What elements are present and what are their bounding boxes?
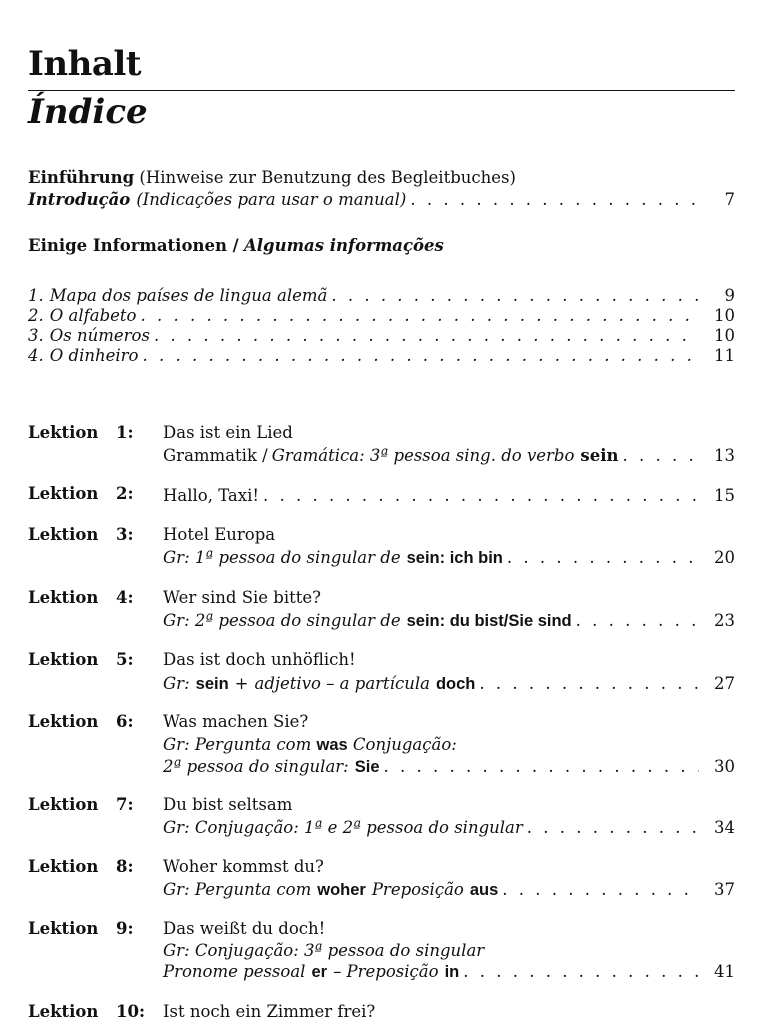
item-text: Os números: [49, 326, 150, 345]
lesson-6-grammar-line1[interactable]: [163, 735, 735, 755]
lesson-1-title[interactable]: Das ist ein Lied: [163, 423, 293, 442]
toc-entry-info-4[interactable]: [28, 346, 735, 366]
dot-leader: [463, 962, 699, 982]
lesson-number: 9:: [116, 919, 134, 938]
grammar-text: 2ª pessoa do singular:: [163, 757, 349, 776]
lesson-word: Lektion: [28, 795, 99, 814]
lesson-9-title[interactable]: Das weißt du doch!: [163, 919, 326, 938]
lesson-4-grammar[interactable]: [163, 611, 735, 631]
dot-leader: [410, 190, 699, 210]
lesson-10-label: [28, 1002, 153, 1022]
lesson-9-grammar-line2[interactable]: [163, 962, 735, 982]
grammar-keyword: sein: [580, 446, 619, 465]
grammar-keyword: doch: [435, 675, 476, 693]
grammar-keyword: Sie: [354, 758, 380, 776]
lesson-3-label: [28, 525, 153, 545]
dot-leader: [331, 286, 699, 306]
page-number: 13: [714, 446, 735, 465]
lesson-10-title[interactable]: Ist noch ein Zimmer frei?: [163, 1002, 376, 1021]
page-number: 37: [714, 880, 735, 899]
info-heading-german: Einige Informationen /: [28, 236, 239, 255]
lesson-7-label: [28, 795, 153, 815]
lesson-7-title[interactable]: Du bist seltsam: [163, 795, 293, 814]
title-german: Inhalt: [28, 44, 141, 84]
grammar-keyword: sein: ich bin: [406, 549, 503, 567]
page-number: 20: [714, 548, 735, 567]
grammar-text: Gr: Pergunta com: [163, 880, 312, 899]
lesson-5-title[interactable]: Das ist doch unhöflich!: [163, 650, 356, 669]
page-number: 41: [714, 962, 735, 981]
toc-entry-introduction[interactable]: [28, 190, 735, 210]
item-number: 3.: [28, 326, 44, 345]
intro-portuguese-bold: Introdução: [28, 190, 131, 209]
grammar-keyword: sein: du bist/Sie sind: [406, 612, 572, 630]
lesson-title-text: Hallo, Taxi!: [163, 486, 259, 505]
dot-leader: [263, 486, 699, 506]
lesson-5-grammar[interactable]: [163, 674, 735, 694]
lesson-word: Lektion: [28, 919, 99, 938]
item-number: 2.: [28, 306, 44, 325]
grammar-text: – Preposição: [333, 962, 439, 981]
lesson-6-label: [28, 712, 153, 732]
item-text: Mapa dos países de lingua alemã: [49, 286, 328, 305]
lesson-7-grammar[interactable]: [163, 818, 735, 838]
lesson-9-grammar-line1[interactable]: [163, 941, 735, 961]
lesson-number: 2:: [116, 484, 134, 503]
lesson-number: 7:: [116, 795, 134, 814]
lesson-number: 6:: [116, 712, 134, 731]
lesson-4-title[interactable]: Wer sind Sie bitte?: [163, 588, 321, 607]
grammar-text: Preposição: [371, 880, 464, 899]
lesson-word: Lektion: [28, 484, 99, 503]
grammar-keyword: in: [444, 963, 460, 981]
dot-leader: [507, 548, 699, 568]
page-number: 34: [714, 818, 735, 837]
grammar-text: Pronome pessoal: [163, 962, 306, 981]
dot-leader: [142, 346, 699, 366]
lesson-1-grammar[interactable]: [163, 446, 735, 466]
dot-leader: [502, 880, 699, 900]
lesson-8-label: [28, 857, 153, 877]
intro-german-line: [28, 168, 735, 188]
lesson-number: 10:: [116, 1002, 146, 1021]
grammar-text: Gr: Conjugação: 1ª e 2ª pessoa do singular: [163, 818, 523, 837]
info-heading-portuguese: Algumas informações: [243, 236, 444, 255]
dot-leader: [576, 611, 699, 631]
lesson-5-label: [28, 650, 153, 670]
page-number: 10: [714, 326, 735, 345]
page-number: 30: [714, 757, 735, 776]
grammar-text: Gr: 1ª pessoa do singular de: [163, 548, 401, 567]
page-number: 10: [714, 306, 735, 325]
dot-leader: [479, 674, 699, 694]
lesson-6-grammar-line2[interactable]: [163, 757, 735, 777]
lesson-word: Lektion: [28, 857, 99, 876]
lesson-4-label: [28, 588, 153, 608]
item-text: O dinheiro: [49, 346, 139, 365]
grammar-text: Gramática: 3ª pessoa sing. do verbo: [271, 446, 575, 465]
grammar-text: Gr: 2ª pessoa do singular de: [163, 611, 401, 630]
grammar-text: Conjugação:: [352, 735, 457, 754]
lesson-8-grammar[interactable]: [163, 880, 735, 900]
lesson-number: 1:: [116, 423, 134, 442]
lesson-3-grammar[interactable]: [163, 548, 735, 568]
lesson-1-label: [28, 423, 153, 443]
page-number: 9: [724, 286, 735, 305]
lesson-number: 8:: [116, 857, 134, 876]
lesson-word: Lektion: [28, 423, 99, 442]
grammar-text: Grammatik /: [163, 446, 268, 465]
toc-entry-info-1[interactable]: [28, 286, 735, 306]
grammar-text: adjetivo – a partícula: [254, 674, 430, 693]
lesson-word: Lektion: [28, 525, 99, 544]
toc-entry-info-2[interactable]: [28, 306, 735, 326]
grammar-text: Gr: Pergunta com: [163, 735, 312, 754]
lesson-9-label: [28, 919, 153, 939]
item-number: 4.: [28, 346, 44, 365]
dot-leader: [622, 446, 699, 466]
dot-leader: [140, 306, 699, 326]
grammar-keyword: sein: [195, 675, 229, 693]
item-text: O alfabeto: [49, 306, 137, 325]
info-heading: [28, 236, 735, 256]
grammar-keyword: aus: [469, 881, 499, 899]
lesson-word: Lektion: [28, 1002, 99, 1021]
dot-leader: [154, 326, 699, 346]
page-number: 7: [724, 190, 735, 209]
page-number: 15: [714, 486, 735, 505]
toc-entry-info-3[interactable]: [28, 326, 735, 346]
lesson-8-title[interactable]: Woher kommst du?: [163, 857, 324, 876]
intro-portuguese-rest: (Indicações para usar o manual): [136, 190, 407, 209]
grammar-keyword: er: [311, 963, 328, 981]
page-number: 27: [714, 674, 735, 693]
grammar-keyword: woher: [317, 881, 366, 899]
intro-german-bold: Einführung: [28, 168, 135, 187]
lesson-word: Lektion: [28, 588, 99, 607]
lesson-word: Lektion: [28, 650, 99, 669]
lesson-6-title[interactable]: Was machen Sie?: [163, 712, 309, 731]
grammar-text: Gr: Conjugação: 3ª pessoa do singular: [163, 941, 485, 960]
lesson-2-label: [28, 484, 153, 504]
dot-leader: [384, 757, 699, 777]
grammar-keyword: was: [316, 736, 348, 754]
item-number: 1.: [28, 286, 44, 305]
lesson-number: 5:: [116, 650, 134, 669]
lesson-number: 4:: [116, 588, 134, 607]
lesson-word: Lektion: [28, 712, 99, 731]
page-number: 23: [714, 611, 735, 630]
dot-leader: [527, 818, 699, 838]
grammar-text: +: [234, 674, 249, 693]
lesson-3-title[interactable]: Hotel Europa: [163, 525, 276, 544]
lesson-number: 3:: [116, 525, 134, 544]
title-divider: [28, 90, 735, 91]
title-portuguese: Índice: [28, 92, 148, 132]
lesson-2-title[interactable]: [163, 486, 735, 506]
intro-german-rest: (Hinweise zur Benutzung des Begleitbuches): [139, 168, 516, 187]
page-number: 11: [714, 346, 735, 365]
grammar-text: Gr:: [163, 674, 190, 693]
